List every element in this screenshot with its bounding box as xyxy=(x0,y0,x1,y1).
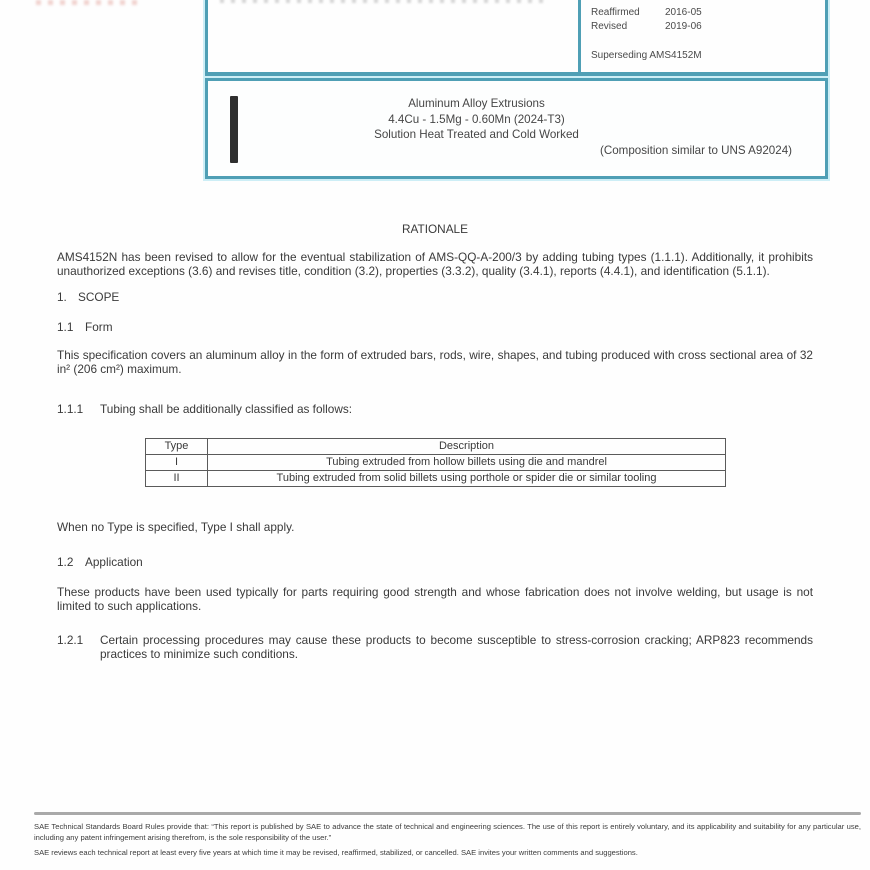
description-cell: Tubing extruded from solid billets using porthole or spider die or similar tooling xyxy=(208,471,726,487)
section-heading-application xyxy=(57,555,813,569)
section-heading-form xyxy=(57,320,813,334)
description-cell: Tubing extruded from hollow billets using die and mandrel xyxy=(208,455,726,471)
title-block xyxy=(205,78,828,179)
document-body xyxy=(57,222,813,661)
type-cell: II xyxy=(146,471,208,487)
section-title: Application xyxy=(85,555,143,569)
composition-note: (Composition similar to UNS A92024) xyxy=(599,143,792,157)
section-number: 1. xyxy=(57,290,67,304)
tubing-type-table xyxy=(145,438,726,487)
revision-date: 2019-06 xyxy=(665,21,702,32)
table-row xyxy=(146,471,726,487)
footer-divider xyxy=(34,812,861,815)
header-spec-cell xyxy=(208,0,578,72)
footer-disclaimer-2: SAE reviews each technical report at least every five years at which time it may be revised, reaffirmed, stabilized, or cancelled. SAE invites your written comments and suggestions. xyxy=(34,847,638,857)
header-table-top-row xyxy=(205,0,828,76)
revision-history-cell xyxy=(578,0,825,72)
section-heading-tubing xyxy=(57,402,813,416)
section-title: SCOPE xyxy=(78,290,120,304)
section-title: Form xyxy=(85,320,113,334)
document-title xyxy=(208,81,825,143)
section-heading-scope xyxy=(57,290,813,304)
revision-label: Revised xyxy=(591,21,628,32)
type-table-container xyxy=(57,438,813,487)
table-row xyxy=(146,455,726,471)
logo-remnant-scan-noise xyxy=(36,0,140,5)
section-number: 1.2.1 xyxy=(57,633,84,647)
application-paragraph: These products have been used typically for parts requiring good strength and whose fabrication does not involve welding, but usage is not limited to such applications. xyxy=(57,585,813,613)
rationale-paragraph: AMS4152N has been revised to allow for the eventual stabilization of AMS-QQ-A-200/3 by adding tubing types (1.1.1). Additionally, it prohibits unauthorized exceptions (3.6) and revises title, condition (3.2), properties (3.3.2), quality (3.4.1), reports (4.4.1), and identification (5.1.1). xyxy=(57,250,813,278)
section-text: Tubing shall be additionally classified as follows: xyxy=(100,402,353,416)
column-header-description: Description xyxy=(208,439,726,455)
rationale-heading: RATIONALE xyxy=(402,222,468,236)
footer-disclaimer-1: SAE Technical Standards Board Rules provide that: “This report is published by SAE to advance the state of technical and engineering sciences. The use of this report is entirely voluntary, and its applicability and suitability for any particular use, including any patent infringement arising therefrom, is the sole responsibility of the user.” xyxy=(34,821,861,842)
revision-change-bar xyxy=(230,96,238,163)
section-processing xyxy=(57,633,813,661)
table-header-row xyxy=(146,439,726,455)
revision-row xyxy=(591,20,819,34)
revision-date: 2016-05 xyxy=(665,7,702,18)
column-header-type: Type xyxy=(146,439,208,455)
title-line-1: Aluminum Alloy Extrusions xyxy=(408,97,545,110)
title-line-3: Solution Heat Treated and Cold Worked xyxy=(374,128,579,141)
form-paragraph: This specification covers an aluminum alloy in the form of extruded bars, rods, wire, shapes, and tubing produced with cross sectional area of 32 in² (206 cm²) maximum. xyxy=(57,348,813,376)
footer xyxy=(34,812,861,862)
revision-row xyxy=(591,6,819,20)
section-text: Certain processing procedures may cause these products to become susceptible to stress-corrosion cracking; ARP823 recommends practices to minimize such conditions. xyxy=(100,633,813,661)
superseding-note: Superseding AMS4152M xyxy=(591,50,702,61)
section-number: 1.1.1 xyxy=(57,402,84,416)
section-number: 1.1 xyxy=(57,320,74,334)
revision-label: Reaffirmed xyxy=(591,7,640,18)
cutoff-text-scan-noise xyxy=(220,0,550,3)
title-line-2: 4.4Cu - 1.5Mg - 0.60Mn (2024-T3) xyxy=(388,112,565,126)
type-cell: I xyxy=(146,455,208,471)
type-note-paragraph: When no Type is specified, Type I shall apply. xyxy=(57,520,295,534)
section-number: 1.2 xyxy=(57,555,74,569)
